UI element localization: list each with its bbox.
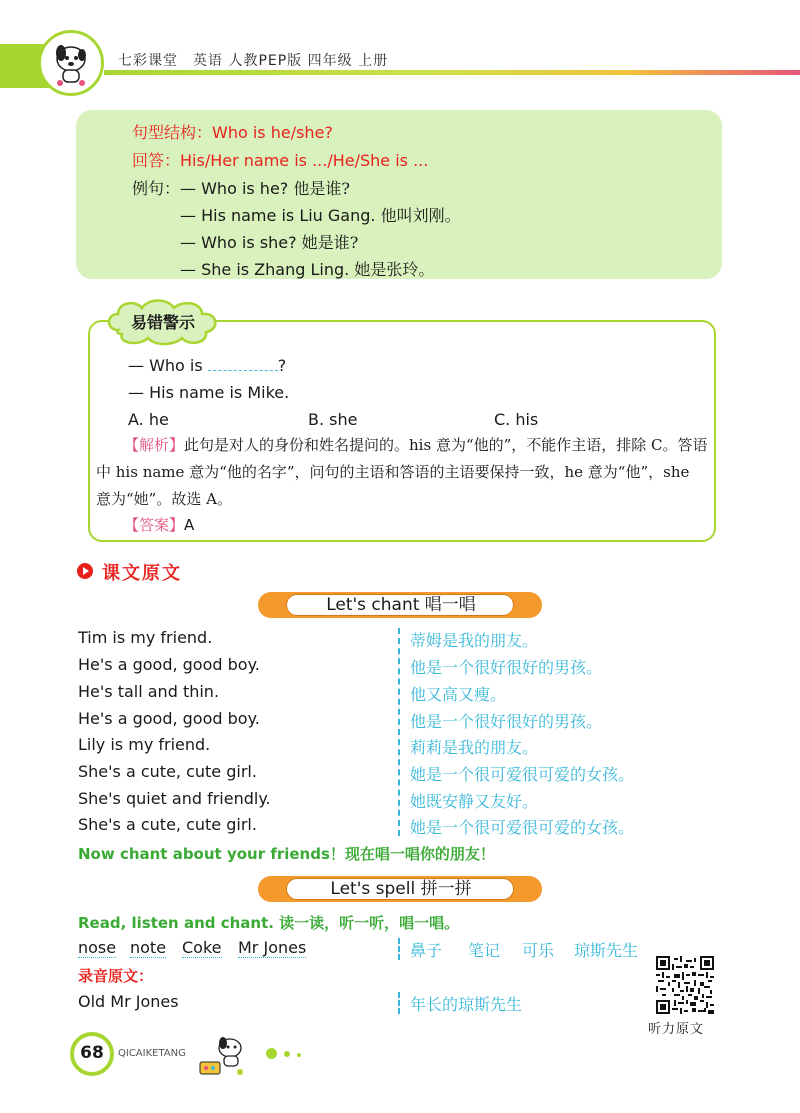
header-title: 七彩课堂 英语 人教PEP版 四年级 上册 — [118, 53, 389, 69]
recording-label: 录音原文： — [78, 967, 154, 985]
option-a: A. he — [128, 410, 169, 429]
qr-code-icon[interactable] — [656, 956, 714, 1014]
analysis-paragraph: 【解析】此句是对人的身份和姓名提问的。his 意为“他的”，不能作主语，排除 C。答语中 his name 意为“他的名字”，问句的主语和答语的主语要保持一致，he 意为“他”，she 意为“她”。故选 A。 — [96, 436, 708, 508]
chant-en-line: Lily is my friend. — [78, 735, 211, 754]
warning-title: 易错警示 — [130, 313, 195, 332]
dog-painting-icon — [196, 1034, 252, 1078]
chant-banner-text: Let's chant 唱一唱 — [326, 595, 476, 615]
chant-cn-line: 他又高又瘦。 — [410, 685, 507, 704]
chant-en-line: He's a good, good boy. — [78, 655, 260, 674]
option-b: B. she — [308, 410, 358, 429]
question-line: — Who is ? — [128, 356, 287, 375]
option-c: C. his — [494, 410, 539, 429]
spell-word-cn: 笔记 — [468, 941, 501, 960]
chant-cn-line: 她既安静又友好。 — [410, 792, 539, 811]
chant-en-line: She's quiet and friendly. — [78, 789, 271, 808]
chant-en-line: She's a cute, cute girl. — [78, 815, 257, 834]
section-title: 课文原文 — [102, 563, 182, 584]
footer-dot-medium — [284, 1051, 290, 1057]
chant-en-line: Tim is my friend. — [78, 628, 213, 647]
qr-label: 听力原文 — [648, 1022, 705, 1037]
spell-word: note — [130, 938, 167, 957]
example-line-4: — She is Zhang Ling. 她是张玲。 — [180, 260, 435, 279]
spell-divider-2 — [398, 992, 400, 1014]
chant-cn-line: 她是一个很可爱很可爱的女孩。 — [410, 818, 635, 837]
chant-en-line: He's tall and thin. — [78, 682, 220, 701]
chant-cn-line: 他是一个很好很好的男孩。 — [410, 712, 603, 731]
example-line-2: — His name is Liu Gang. 他叫刘刚。 — [180, 206, 461, 225]
spell-divider-1 — [398, 938, 400, 960]
page-number: 68 — [80, 1043, 104, 1063]
pattern-line: 句型结构：Who is he/she? — [132, 123, 333, 142]
spell-word-cn: 可乐 — [522, 941, 555, 960]
recording-en: Old Mr Jones — [78, 992, 179, 1011]
chant-cn-line: 她是一个很可爱很可爱的女孩。 — [410, 765, 635, 784]
recording-cn: 年长的琼斯先生 — [410, 995, 523, 1014]
dog-mascot-icon — [41, 33, 101, 93]
chant-en-line: She's a cute, cute girl. — [78, 762, 257, 781]
spell-word: nose — [78, 938, 117, 957]
footer-dot-large — [266, 1048, 277, 1059]
spell-word: Mr Jones — [238, 938, 307, 957]
spell-instruction: Read, listen and chant. 读一读，听一听，唱一唱。 — [78, 914, 460, 932]
spell-word: Coke — [182, 938, 222, 957]
chant-divider — [398, 628, 400, 836]
answer-line: 回答：His/Her name is .../He/She is ... — [132, 151, 429, 170]
answer-line-warning: 【答案】A — [124, 516, 195, 534]
spell-word-cn: 琼斯先生 — [574, 941, 639, 960]
chant-en-line: He's a good, good boy. — [78, 709, 260, 728]
spell-banner — [258, 876, 542, 902]
answer-blank — [208, 357, 278, 371]
spell-banner-text: Let's spell 拼一拼 — [330, 879, 472, 899]
footer-dot-small — [297, 1053, 301, 1057]
chant-cn-line: 蒂姆是我的朋友。 — [410, 631, 539, 650]
example-line-3: — Who is she? 她是谁? — [180, 233, 359, 252]
spell-word-cn: 鼻子 — [410, 941, 443, 960]
chant-cn-line: 莉莉是我的朋友。 — [410, 738, 539, 757]
play-bullet-icon — [77, 563, 93, 579]
chant-banner — [258, 592, 542, 618]
chant-cn-line: 他是一个很好很好的男孩。 — [410, 658, 603, 677]
chant-instruction: Now chant about your friends！现在唱一唱你的朋友！ — [78, 845, 495, 863]
example-line-1: 例句：— Who is he? 他是谁? — [132, 179, 350, 198]
reply-line: — His name is Mike. — [128, 383, 290, 402]
header-bar — [104, 70, 800, 75]
mascot-badge — [38, 30, 104, 96]
footer-brand: QICAIKETANG — [118, 1048, 186, 1059]
